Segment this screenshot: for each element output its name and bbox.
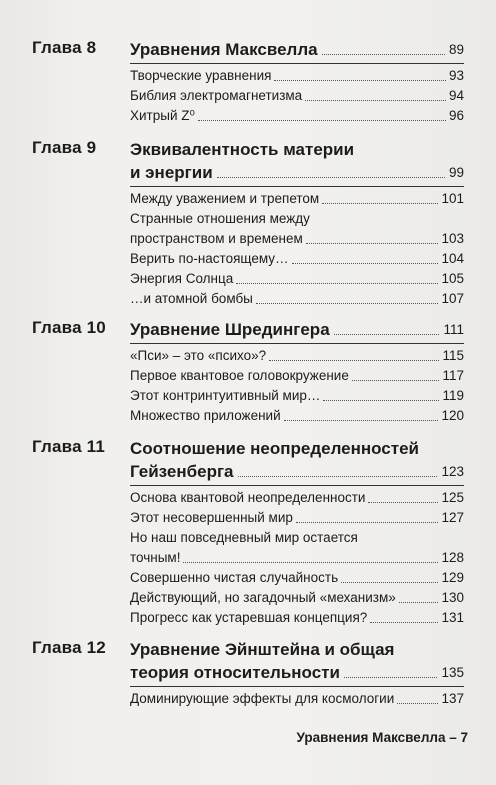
leader-dots <box>323 400 439 401</box>
leader-dots <box>217 177 445 178</box>
entry-title: Энергия Солнца <box>130 271 234 286</box>
entry-title: точным! <box>130 550 181 565</box>
toc-entry <box>130 290 464 308</box>
chapter-title-row <box>130 318 464 341</box>
toc-entry <box>130 609 464 627</box>
page-number: 94 <box>448 88 464 103</box>
chapter-title-row <box>130 161 464 184</box>
entry-title: Прогресс как устаревшая концепция? <box>130 610 368 625</box>
chapter-title: Эквивалентность материи <box>130 140 355 159</box>
leader-dots <box>198 120 446 121</box>
chapter-label: Глава 8 <box>32 38 97 57</box>
toc-entry <box>130 190 464 208</box>
entry-title: Библия электромагнетизма <box>130 88 303 103</box>
leader-dots <box>284 420 439 421</box>
chapter-label: Глава 12 <box>32 638 106 657</box>
toc-entry <box>130 407 464 425</box>
toc-entry <box>130 549 464 567</box>
entry-title: Первое квантовое головокружение <box>130 368 349 383</box>
toc-entry <box>130 67 464 85</box>
leader-dots <box>370 622 438 623</box>
leader-dots <box>341 582 438 583</box>
leader-dots <box>322 203 438 204</box>
running-footer: Уравнения Максвелла – 7 <box>296 730 468 745</box>
chapter-title-row <box>130 38 464 61</box>
entry-title: Этот несовершенный мир <box>130 510 293 525</box>
page-number: 105 <box>441 271 464 286</box>
leader-dots <box>352 380 440 381</box>
entry-title: Творческие уравнения <box>130 68 272 83</box>
leader-dots <box>238 476 438 477</box>
entry-title: Странные отношения между <box>130 211 310 226</box>
page-number: 120 <box>441 408 464 423</box>
toc-entry <box>130 569 464 587</box>
page-number: 107 <box>441 291 464 306</box>
toc-entry <box>130 210 464 228</box>
chapter-rule <box>130 343 464 344</box>
leader-dots <box>305 100 446 101</box>
page-number: 125 <box>441 490 464 505</box>
leader-dots <box>256 303 439 304</box>
toc-entry <box>130 529 464 547</box>
toc-entry <box>130 270 464 288</box>
leader-dots <box>368 502 438 503</box>
chapter-rule <box>130 686 464 687</box>
chapter-title: теория относительности <box>130 663 340 682</box>
page-number: 129 <box>441 570 464 585</box>
leader-dots <box>183 562 438 563</box>
chapter-label: Глава 11 <box>32 437 106 456</box>
entry-title: Хитрый Z⁰ <box>130 108 195 123</box>
page-number: 128 <box>441 550 464 565</box>
page-number: 131 <box>441 610 464 625</box>
toc-entry <box>130 347 464 365</box>
chapter-rule <box>130 186 464 187</box>
chapter-title: Уравнение Эйнштейна и общая <box>130 640 395 659</box>
page-number: 104 <box>441 251 464 266</box>
entry-title: Множество приложений <box>130 408 281 423</box>
toc-entry <box>130 230 464 248</box>
page-number: 115 <box>442 348 464 363</box>
page-number: 103 <box>441 231 464 246</box>
page-number: 117 <box>442 368 464 383</box>
page-number: 101 <box>441 191 464 206</box>
toc-entry <box>130 87 464 105</box>
page-number: 99 <box>448 165 464 180</box>
chapter-title: Уравнение Шредингера <box>130 320 330 339</box>
leader-dots <box>344 677 438 678</box>
page-number: 119 <box>442 388 464 403</box>
entry-title: Основа квантовой неопределенности <box>130 490 366 505</box>
chapter-label: Глава 9 <box>32 138 97 157</box>
chapter-rule <box>130 485 464 486</box>
entry-title: Совершенно чистая случайность <box>130 570 339 585</box>
chapter-title-line-1 <box>130 138 464 161</box>
chapter-title-line-1 <box>130 437 464 460</box>
entry-title: «Пси» – это «психо»? <box>130 348 267 363</box>
leader-dots <box>292 263 439 264</box>
entry-title: Доминирующие эффекты для космологии <box>130 691 395 706</box>
chapter-title: Уравнения Максвелла <box>130 40 318 59</box>
entry-title: …и атомной бомбы <box>130 291 253 306</box>
chapter-title-row <box>130 460 464 483</box>
leader-dots <box>322 54 445 55</box>
leader-dots <box>397 703 438 704</box>
chapter-title: и энергии <box>130 163 213 182</box>
chapter-title: Соотношение неопределенностей <box>130 439 419 458</box>
leader-dots <box>334 334 440 335</box>
page-number: 137 <box>441 691 464 706</box>
entry-title: Верить по-настоящему… <box>130 251 289 266</box>
toc-entry <box>130 690 464 708</box>
leader-dots <box>274 80 446 81</box>
entry-title: Но наш повседневный мир остается <box>130 530 358 545</box>
entry-title: Между уважением и трепетом <box>130 191 320 206</box>
entry-title: Этот контринтуитивный мир… <box>130 388 321 403</box>
page-number: 96 <box>448 108 464 123</box>
toc-entry <box>130 250 464 268</box>
leader-dots <box>306 243 439 244</box>
chapter-title: Гейзенберга <box>130 462 234 481</box>
leader-dots <box>399 602 439 603</box>
page-number: 135 <box>441 665 464 680</box>
toc-entry <box>130 589 464 607</box>
chapter-title-row <box>130 661 464 684</box>
toc-entry <box>130 489 464 507</box>
chapter-title-line-1 <box>130 638 464 661</box>
page-number: 127 <box>441 510 464 525</box>
entry-title: Действующий, но загадочный «механизм» <box>130 590 396 605</box>
toc-entry <box>130 367 464 385</box>
leader-dots <box>269 360 439 361</box>
leader-dots <box>296 522 439 523</box>
toc-entry <box>130 107 464 125</box>
entry-title: пространством и временем <box>130 231 303 246</box>
toc-entry <box>130 387 464 405</box>
page-number: 89 <box>448 42 464 57</box>
page-number: 130 <box>441 590 464 605</box>
page-number: 93 <box>448 68 464 83</box>
toc-entry <box>130 509 464 527</box>
page-number: 111 <box>443 322 464 337</box>
chapter-label: Глава 10 <box>32 318 106 337</box>
chapter-rule <box>130 63 464 64</box>
leader-dots <box>236 283 438 284</box>
page-number: 123 <box>441 464 464 479</box>
